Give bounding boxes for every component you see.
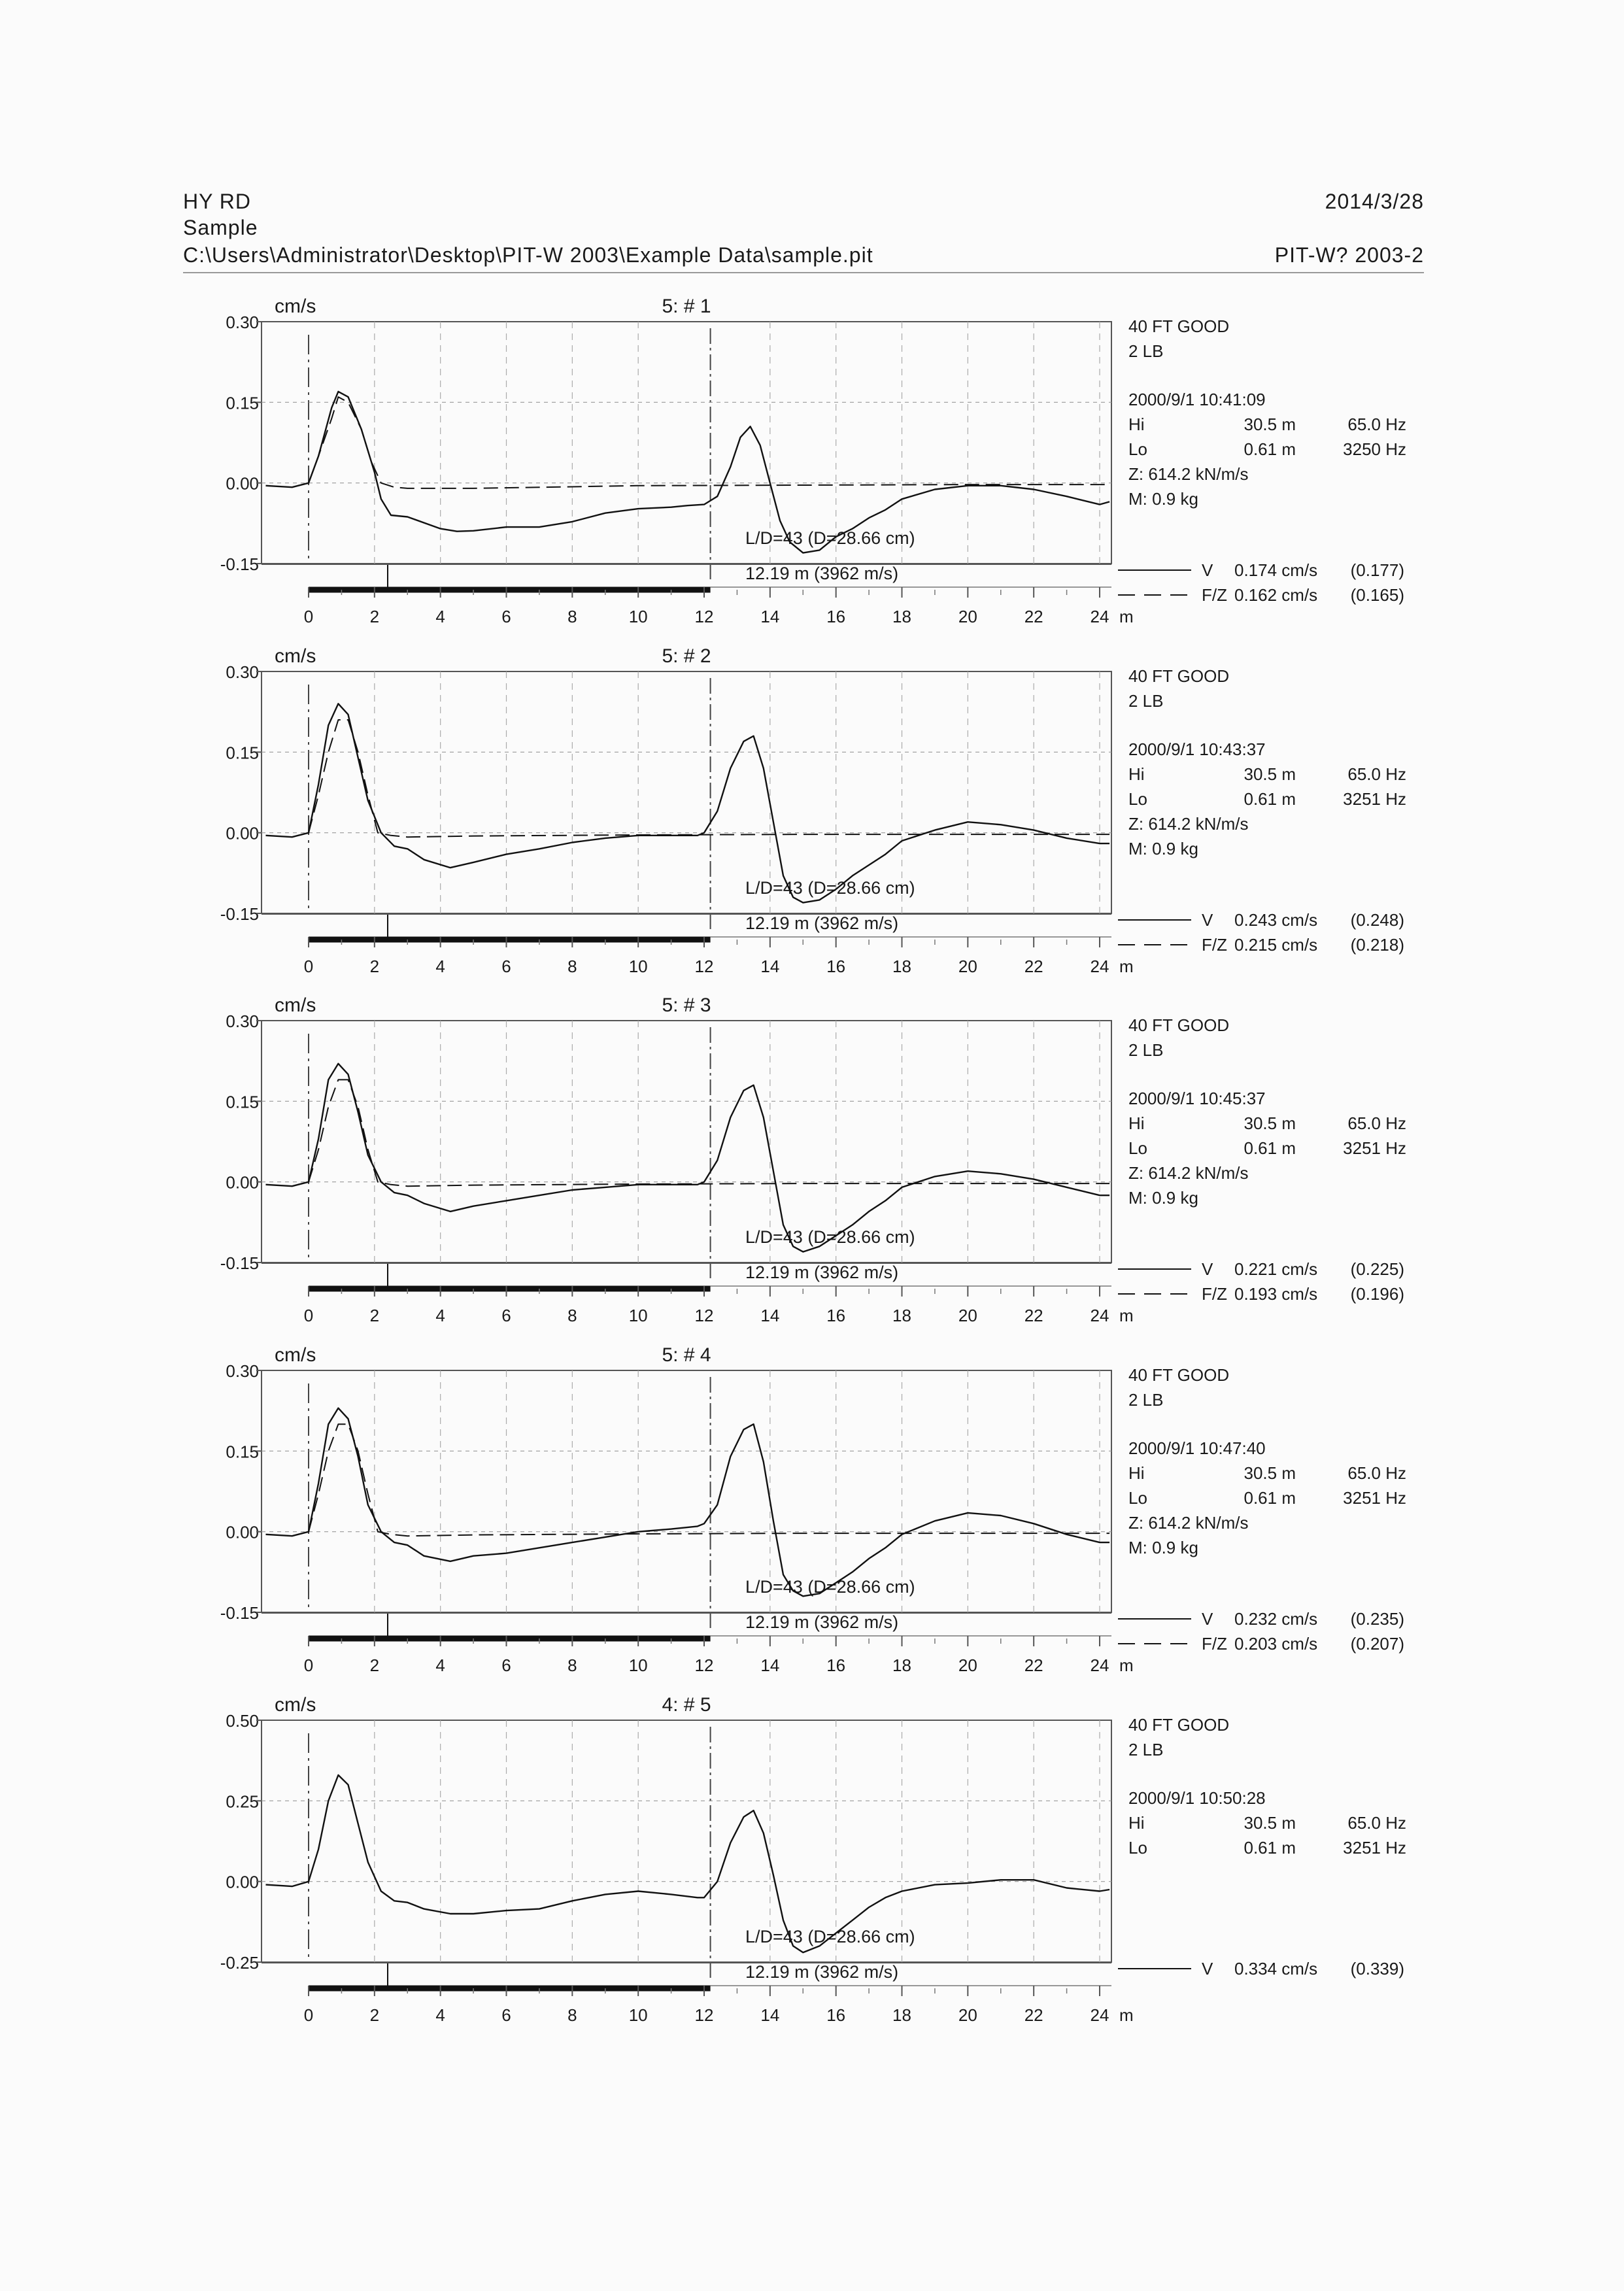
x-tick-label: 22 bbox=[1024, 1306, 1043, 1325]
x-tick-label: 22 bbox=[1024, 2005, 1043, 2025]
length-annotation: 12.19 m (3962 m/s) bbox=[745, 913, 899, 933]
x-tick-label: 2 bbox=[369, 1655, 380, 1675]
x-tick-label: 6 bbox=[501, 1306, 511, 1325]
legend-value: 0.203 cm/s bbox=[1234, 1634, 1318, 1654]
y-tick-label: 0.50 bbox=[226, 1711, 259, 1731]
x-tick-label: 10 bbox=[628, 607, 648, 626]
legend-value: 0.162 cm/s bbox=[1234, 585, 1318, 605]
x-tick-label: 2 bbox=[369, 2005, 380, 2025]
x-tick-label: 8 bbox=[567, 1306, 577, 1325]
chart-title: 5: # 3 bbox=[662, 994, 711, 1016]
y-axis-unit: cm/s bbox=[275, 1694, 316, 1716]
x-tick-label: 0 bbox=[303, 1306, 314, 1325]
x-tick-label: 8 bbox=[567, 957, 577, 976]
lo-length: 0.61 m bbox=[1243, 1138, 1296, 1158]
lo-length: 0.61 m bbox=[1243, 1838, 1296, 1858]
record-datetime: 2000/9/1 10:50:28 bbox=[1128, 1788, 1266, 1808]
x-tick-label: 10 bbox=[628, 957, 648, 976]
legend-label: V bbox=[1202, 910, 1213, 930]
x-tick-label: 20 bbox=[958, 2005, 977, 2025]
x-tick-label: 22 bbox=[1024, 1655, 1043, 1675]
x-tick-label: 16 bbox=[826, 1306, 846, 1325]
report-title: Sample bbox=[183, 216, 258, 239]
plot-frame bbox=[262, 322, 1111, 564]
legend-peak: (0.339) bbox=[1350, 1959, 1404, 1978]
y-tick-label: 0.15 bbox=[226, 393, 259, 413]
ld-annotation: L/D=43 (D=28.66 cm) bbox=[745, 1227, 915, 1247]
x-tick-label: 0 bbox=[303, 607, 314, 626]
hi-length: 30.5 m bbox=[1243, 415, 1296, 434]
lo-frequency: 3251 Hz bbox=[1343, 1138, 1406, 1158]
x-tick-label: 0 bbox=[303, 1655, 314, 1675]
x-tick-label: 14 bbox=[760, 1306, 780, 1325]
length-annotation: 12.19 m (3962 m/s) bbox=[745, 1962, 899, 1982]
legend-value: 0.334 cm/s bbox=[1234, 1959, 1318, 1978]
x-tick-label: 12 bbox=[694, 1306, 714, 1325]
v-velocity-curve bbox=[266, 392, 1110, 553]
chart-panel-5 bbox=[220, 1694, 1406, 2025]
legend-value: 0.232 cm/s bbox=[1234, 1609, 1318, 1629]
hi-length: 30.5 m bbox=[1243, 764, 1296, 784]
x-tick-label: 18 bbox=[892, 607, 911, 626]
y-tick-label: -0.15 bbox=[220, 554, 259, 574]
legend-label: F/Z bbox=[1202, 585, 1227, 605]
x-tick-label: 2 bbox=[369, 1306, 380, 1325]
lo-frequency: 3250 Hz bbox=[1343, 439, 1406, 459]
x-tick-label: 12 bbox=[694, 957, 714, 976]
hi-length: 30.5 m bbox=[1243, 1463, 1296, 1483]
x-tick-label: 22 bbox=[1024, 957, 1043, 976]
hammer-weight: 2 LB bbox=[1128, 1040, 1164, 1060]
record-datetime: 2000/9/1 10:43:37 bbox=[1128, 739, 1266, 759]
x-tick-label: 24 bbox=[1090, 1655, 1109, 1675]
x-tick-label: 16 bbox=[826, 2005, 846, 2025]
legend-value: 0.193 cm/s bbox=[1234, 1284, 1318, 1304]
y-tick-label: 0.15 bbox=[226, 743, 259, 763]
impedance: Z: 614.2 kN/m/s bbox=[1128, 464, 1249, 484]
y-tick-label: -0.15 bbox=[220, 1253, 259, 1273]
x-tick-label: 24 bbox=[1090, 1306, 1109, 1325]
v-velocity-curve bbox=[266, 1064, 1110, 1252]
x-tick-label: 20 bbox=[958, 607, 977, 626]
hammer-weight: 2 LB bbox=[1128, 691, 1164, 711]
chart-panel-1 bbox=[220, 296, 1406, 626]
x-tick-label: 18 bbox=[892, 957, 911, 976]
hammer-mass: M: 0.9 kg bbox=[1128, 839, 1198, 858]
hi-label: Hi bbox=[1128, 1463, 1145, 1483]
x-tick-label: 6 bbox=[501, 1655, 511, 1675]
hi-frequency: 65.0 Hz bbox=[1347, 1813, 1406, 1833]
legend-value: 0.174 cm/s bbox=[1234, 560, 1318, 580]
impedance: Z: 614.2 kN/m/s bbox=[1128, 1163, 1249, 1183]
x-tick-label: 6 bbox=[501, 607, 511, 626]
company-name: HY RD bbox=[183, 190, 251, 213]
ld-annotation: L/D=43 (D=28.66 cm) bbox=[745, 878, 915, 898]
x-tick-label: 16 bbox=[826, 1655, 846, 1675]
record-datetime: 2000/9/1 10:41:09 bbox=[1128, 390, 1266, 409]
lo-label: Lo bbox=[1128, 1488, 1147, 1508]
ld-annotation: L/D=43 (D=28.66 cm) bbox=[745, 528, 915, 548]
hi-label: Hi bbox=[1128, 764, 1145, 784]
hi-length: 30.5 m bbox=[1243, 1113, 1296, 1133]
y-tick-label: -0.15 bbox=[220, 904, 259, 924]
x-axis-unit: m bbox=[1119, 957, 1134, 976]
impedance: Z: 614.2 kN/m/s bbox=[1128, 814, 1249, 834]
plot-frame bbox=[262, 1720, 1111, 1962]
file-path: C:\Users\Administrator\Desktop\PIT-W 2003\Example Data\sample.pit bbox=[183, 243, 873, 267]
length-annotation: 12.19 m (3962 m/s) bbox=[745, 564, 899, 583]
hi-frequency: 65.0 Hz bbox=[1347, 1463, 1406, 1483]
y-tick-label: -0.25 bbox=[220, 1953, 259, 1973]
hi-frequency: 65.0 Hz bbox=[1347, 1113, 1406, 1133]
x-tick-label: 2 bbox=[369, 957, 380, 976]
legend-peak: (0.225) bbox=[1350, 1259, 1404, 1279]
record-datetime: 2000/9/1 10:45:37 bbox=[1128, 1089, 1266, 1108]
legend-label: V bbox=[1202, 560, 1213, 580]
x-tick-label: 8 bbox=[567, 2005, 577, 2025]
y-axis-unit: cm/s bbox=[275, 994, 316, 1016]
y-axis-unit: cm/s bbox=[275, 1344, 316, 1366]
legend-value: 0.243 cm/s bbox=[1234, 910, 1318, 930]
legend-value: 0.221 cm/s bbox=[1234, 1259, 1318, 1279]
lo-frequency: 3251 Hz bbox=[1343, 1488, 1406, 1508]
x-tick-label: 22 bbox=[1024, 607, 1043, 626]
y-tick-label: 0.30 bbox=[226, 313, 259, 332]
lo-length: 0.61 m bbox=[1243, 1488, 1296, 1508]
lo-frequency: 3251 Hz bbox=[1343, 789, 1406, 809]
plot-frame bbox=[262, 671, 1111, 913]
lo-label: Lo bbox=[1128, 1138, 1147, 1158]
plot-frame bbox=[262, 1021, 1111, 1263]
x-tick-label: 4 bbox=[435, 2005, 445, 2025]
x-tick-label: 14 bbox=[760, 957, 780, 976]
y-tick-label: 0.15 bbox=[226, 1092, 259, 1112]
x-axis-unit: m bbox=[1119, 1306, 1134, 1325]
hammer-mass: M: 0.9 kg bbox=[1128, 1538, 1198, 1557]
x-tick-label: 4 bbox=[435, 1655, 445, 1675]
hammer-mass: M: 0.9 kg bbox=[1128, 1188, 1198, 1208]
x-tick-label: 14 bbox=[760, 1655, 780, 1675]
y-tick-label: 0.00 bbox=[226, 1872, 259, 1892]
impedance: Z: 614.2 kN/m/s bbox=[1128, 1513, 1249, 1533]
lo-label: Lo bbox=[1128, 1838, 1147, 1858]
chart-panel-3 bbox=[220, 994, 1406, 1325]
x-tick-label: 24 bbox=[1090, 2005, 1109, 2025]
hi-label: Hi bbox=[1128, 1813, 1145, 1833]
ld-annotation: L/D=43 (D=28.66 cm) bbox=[745, 1927, 915, 1946]
fz-force-curve bbox=[309, 720, 1109, 837]
pile-name: 40 FT GOOD bbox=[1128, 316, 1230, 336]
x-tick-label: 4 bbox=[435, 1306, 445, 1325]
length-annotation: 12.19 m (3962 m/s) bbox=[745, 1612, 899, 1632]
lo-label: Lo bbox=[1128, 439, 1147, 459]
x-tick-label: 12 bbox=[694, 2005, 714, 2025]
y-tick-label: 0.30 bbox=[226, 1361, 259, 1381]
x-tick-label: 2 bbox=[369, 607, 380, 626]
pile-name: 40 FT GOOD bbox=[1128, 1015, 1230, 1035]
legend-label: V bbox=[1202, 1959, 1213, 1978]
legend-peak: (0.248) bbox=[1350, 910, 1404, 930]
v-velocity-curve bbox=[266, 1775, 1110, 1952]
x-tick-label: 12 bbox=[694, 607, 714, 626]
x-tick-label: 6 bbox=[501, 957, 511, 976]
x-tick-label: 0 bbox=[303, 2005, 314, 2025]
legend-label: F/Z bbox=[1202, 1284, 1227, 1304]
lo-length: 0.61 m bbox=[1243, 439, 1296, 459]
x-tick-label: 20 bbox=[958, 1655, 977, 1675]
y-tick-label: -0.15 bbox=[220, 1603, 259, 1623]
y-tick-label: 0.00 bbox=[226, 473, 259, 494]
legend-peak: (0.218) bbox=[1350, 935, 1404, 955]
y-axis-unit: cm/s bbox=[275, 296, 316, 317]
x-tick-label: 8 bbox=[567, 1655, 577, 1675]
chart-title: 5: # 2 bbox=[662, 645, 711, 667]
lo-length: 0.61 m bbox=[1243, 789, 1296, 809]
x-tick-label: 20 bbox=[958, 957, 977, 976]
y-tick-label: 0.30 bbox=[226, 662, 259, 682]
x-tick-label: 4 bbox=[435, 957, 445, 976]
hammer-weight: 2 LB bbox=[1128, 1740, 1164, 1759]
pile-name: 40 FT GOOD bbox=[1128, 666, 1230, 686]
legend-peak: (0.196) bbox=[1350, 1284, 1404, 1304]
length-annotation: 12.19 m (3962 m/s) bbox=[745, 1263, 899, 1282]
x-axis-unit: m bbox=[1119, 607, 1134, 626]
hammer-weight: 2 LB bbox=[1128, 1390, 1164, 1410]
chart-title: 4: # 5 bbox=[662, 1694, 711, 1716]
v-velocity-curve bbox=[266, 704, 1110, 902]
y-axis-unit: cm/s bbox=[275, 645, 316, 667]
x-axis-unit: m bbox=[1119, 2005, 1134, 2025]
x-tick-label: 20 bbox=[958, 1306, 977, 1325]
x-tick-label: 18 bbox=[892, 1655, 911, 1675]
ld-annotation: L/D=43 (D=28.66 cm) bbox=[745, 1577, 915, 1597]
y-tick-label: 0.15 bbox=[226, 1442, 259, 1462]
legend-label: V bbox=[1202, 1259, 1213, 1279]
y-tick-label: 0.30 bbox=[226, 1011, 259, 1031]
x-tick-label: 24 bbox=[1090, 607, 1109, 626]
x-tick-label: 0 bbox=[303, 957, 314, 976]
pile-name: 40 FT GOOD bbox=[1128, 1715, 1230, 1735]
x-tick-label: 4 bbox=[435, 607, 445, 626]
legend-label: F/Z bbox=[1202, 1634, 1227, 1654]
x-tick-label: 16 bbox=[826, 607, 846, 626]
x-tick-label: 12 bbox=[694, 1655, 714, 1675]
record-datetime: 2000/9/1 10:47:40 bbox=[1128, 1438, 1266, 1458]
x-tick-label: 6 bbox=[501, 2005, 511, 2025]
hi-frequency: 65.0 Hz bbox=[1347, 764, 1406, 784]
x-tick-label: 10 bbox=[628, 1655, 648, 1675]
x-tick-label: 18 bbox=[892, 1306, 911, 1325]
x-tick-label: 14 bbox=[760, 607, 780, 626]
y-tick-label: 0.25 bbox=[226, 1791, 259, 1812]
hi-length: 30.5 m bbox=[1243, 1813, 1296, 1833]
plot-frame bbox=[262, 1370, 1111, 1612]
legend-peak: (0.177) bbox=[1350, 560, 1404, 580]
chart-title: 5: # 1 bbox=[662, 296, 711, 317]
x-axis-unit: m bbox=[1119, 1655, 1134, 1675]
software-version: PIT-W? 2003-2 bbox=[1274, 243, 1424, 267]
report-date: 2014/3/28 bbox=[1325, 190, 1424, 213]
lo-frequency: 3251 Hz bbox=[1343, 1838, 1406, 1858]
legend-value: 0.215 cm/s bbox=[1234, 935, 1318, 955]
fz-force-curve bbox=[309, 397, 1109, 488]
hi-label: Hi bbox=[1128, 1113, 1145, 1133]
hi-label: Hi bbox=[1128, 415, 1145, 434]
chart-panel-4 bbox=[220, 1344, 1406, 1675]
v-velocity-curve bbox=[266, 1408, 1110, 1597]
chart-title: 5: # 4 bbox=[662, 1344, 711, 1366]
lo-label: Lo bbox=[1128, 789, 1147, 809]
legend-label: F/Z bbox=[1202, 935, 1227, 955]
x-tick-label: 10 bbox=[628, 2005, 648, 2025]
hammer-mass: M: 0.9 kg bbox=[1128, 489, 1198, 509]
x-tick-label: 10 bbox=[628, 1306, 648, 1325]
legend-peak: (0.207) bbox=[1350, 1634, 1404, 1654]
y-tick-label: 0.00 bbox=[226, 1522, 259, 1542]
x-tick-label: 24 bbox=[1090, 957, 1109, 976]
x-tick-label: 18 bbox=[892, 2005, 911, 2025]
pile-name: 40 FT GOOD bbox=[1128, 1365, 1230, 1385]
fz-force-curve bbox=[309, 1424, 1109, 1536]
x-tick-label: 8 bbox=[567, 607, 577, 626]
legend-label: V bbox=[1202, 1609, 1213, 1629]
hi-frequency: 65.0 Hz bbox=[1347, 415, 1406, 434]
y-tick-label: 0.00 bbox=[226, 823, 259, 843]
x-tick-label: 16 bbox=[826, 957, 846, 976]
y-tick-label: 0.00 bbox=[226, 1172, 259, 1193]
legend-peak: (0.235) bbox=[1350, 1609, 1404, 1629]
chart-panel-2 bbox=[220, 645, 1406, 976]
hammer-weight: 2 LB bbox=[1128, 341, 1164, 361]
fz-force-curve bbox=[309, 1079, 1109, 1186]
legend-peak: (0.165) bbox=[1350, 585, 1404, 605]
x-tick-label: 14 bbox=[760, 2005, 780, 2025]
